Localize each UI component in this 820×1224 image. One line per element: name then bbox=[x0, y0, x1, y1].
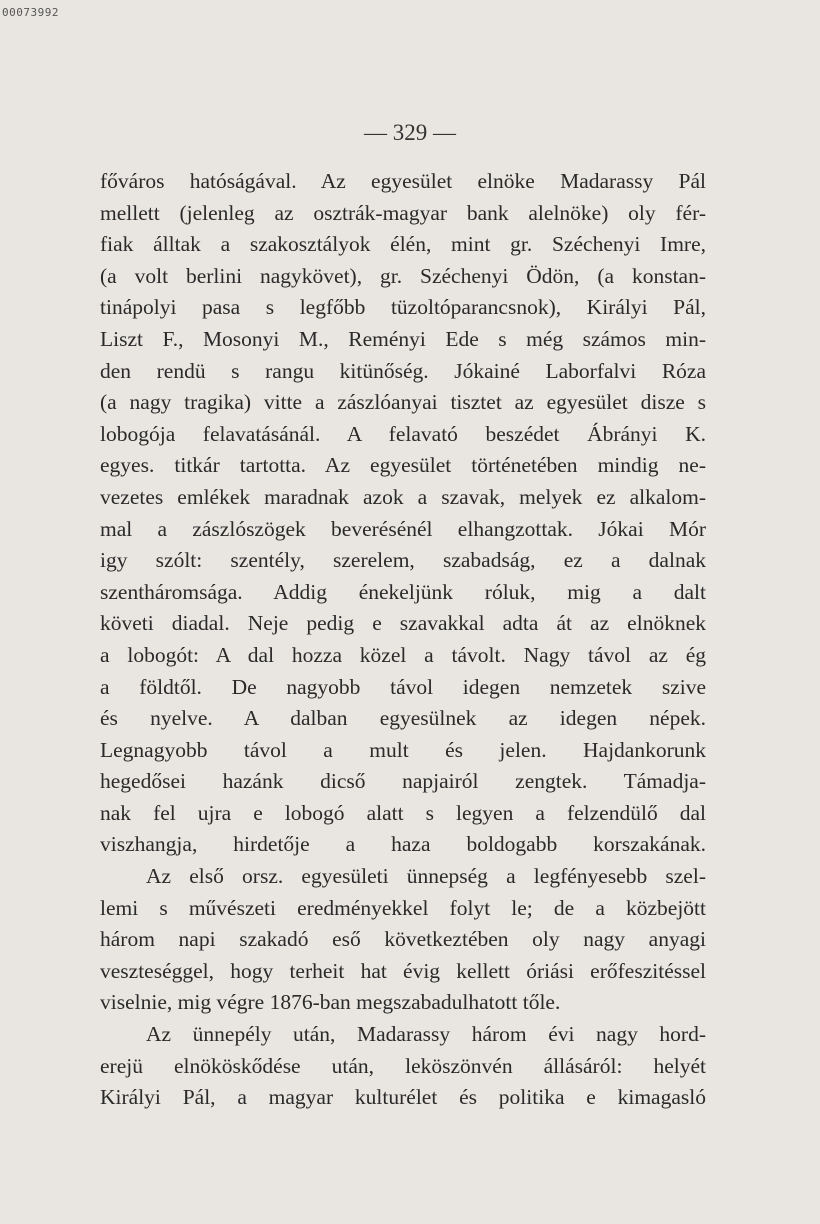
text-line: igy szólt: szentély, szerelem, szabadság, ez a dalnak bbox=[100, 548, 706, 573]
text-line: Az első orsz. egyesületi ünnepség a legfényesebb szel- bbox=[146, 864, 706, 889]
text-line: lemi s művészeti eredményekkel folyt le; de a közbejött bbox=[100, 895, 706, 920]
text-line: viszhangja, hirdetője a haza boldogabb korszakának. bbox=[100, 832, 706, 857]
text-line: Liszt F., Mosonyi M., Reményi Ede s még számos min- bbox=[100, 326, 706, 351]
text-line: Legnagyobb távol a mult és jelen. Hajdankorunk bbox=[100, 737, 706, 762]
text-line: Az ünnepély után, Madarassy három évi nagy hord- bbox=[146, 1022, 706, 1047]
text-line: Királyi Pál, a magyar kulturélet és politika e kimagasló bbox=[100, 1085, 706, 1110]
body-text bbox=[100, 166, 706, 1114]
text-line: mellett (jelenleg az osztrák-magyar bank alelnöke) oly fér- bbox=[100, 200, 706, 225]
text-line: (a nagy tragika) vitte a zászlóanyai tisztet az egyesület disze s bbox=[100, 390, 706, 415]
text-line: mal a zászlószögek beverésénél elhangzottak. Jókai Mór bbox=[100, 516, 706, 541]
text-line: a lobogót: A dal hozza közel a távolt. Nagy távol az ég bbox=[100, 642, 706, 667]
text-line: egyes. titkár tartotta. Az egyesület történetében mindig ne- bbox=[100, 453, 706, 478]
text-line: lobogója felavatásánál. A felavató beszédet Ábrányi K. bbox=[100, 421, 706, 446]
text-line: nak fel ujra e lobogó alatt s legyen a felzendülő dal bbox=[100, 800, 706, 825]
text-line: követi diadal. Neje pedig e szavakkal adta át az elnöknek bbox=[100, 611, 706, 636]
page-number: — 329 — bbox=[364, 120, 456, 145]
scan-id: 00073992 bbox=[2, 6, 59, 19]
text-line: fiak álltak a szakosztályok élén, mint gr. Széchenyi Imre, bbox=[100, 232, 706, 257]
text-line: den rendü s rangu kitünőség. Jókainé Laborfalvi Róza bbox=[100, 358, 706, 383]
text-line: vezetes emlékek maradnak azok a szavak, melyek ez alkalom- bbox=[100, 484, 706, 509]
text-line: szentháromsága. Addig énekeljünk róluk, mig a dalt bbox=[100, 579, 706, 604]
text-line: erejü elnököskődése után, leköszönvén állásáról: helyét bbox=[100, 1053, 706, 1078]
text-line: és nyelve. A dalban egyesülnek az idegen népek. bbox=[100, 706, 706, 731]
text-line: veszteséggel, hogy terheit hat évig kellett óriási erőfeszitéssel bbox=[100, 958, 706, 983]
text-line: viselnie, mig végre 1876-ban megszabadulhatott tőle. bbox=[100, 990, 561, 1015]
text-line: (a volt berlini nagykövet), gr. Széchenyi Ödön, (a konstan- bbox=[100, 263, 706, 288]
text-line: a földtől. De nagyobb távol idegen nemzetek szive bbox=[100, 674, 706, 699]
text-line: tinápolyi pasa s legfőbb tüzoltóparancsnok), Királyi Pál, bbox=[100, 295, 706, 320]
text-line: főváros hatóságával. Az egyesület elnöke Madarassy Pál bbox=[100, 169, 706, 193]
text-line: hegedősei hazánk dicső napjairól zengtek. Támadja- bbox=[100, 769, 706, 794]
text-line: három napi szakadó eső következtében oly nagy anyagi bbox=[100, 927, 706, 952]
